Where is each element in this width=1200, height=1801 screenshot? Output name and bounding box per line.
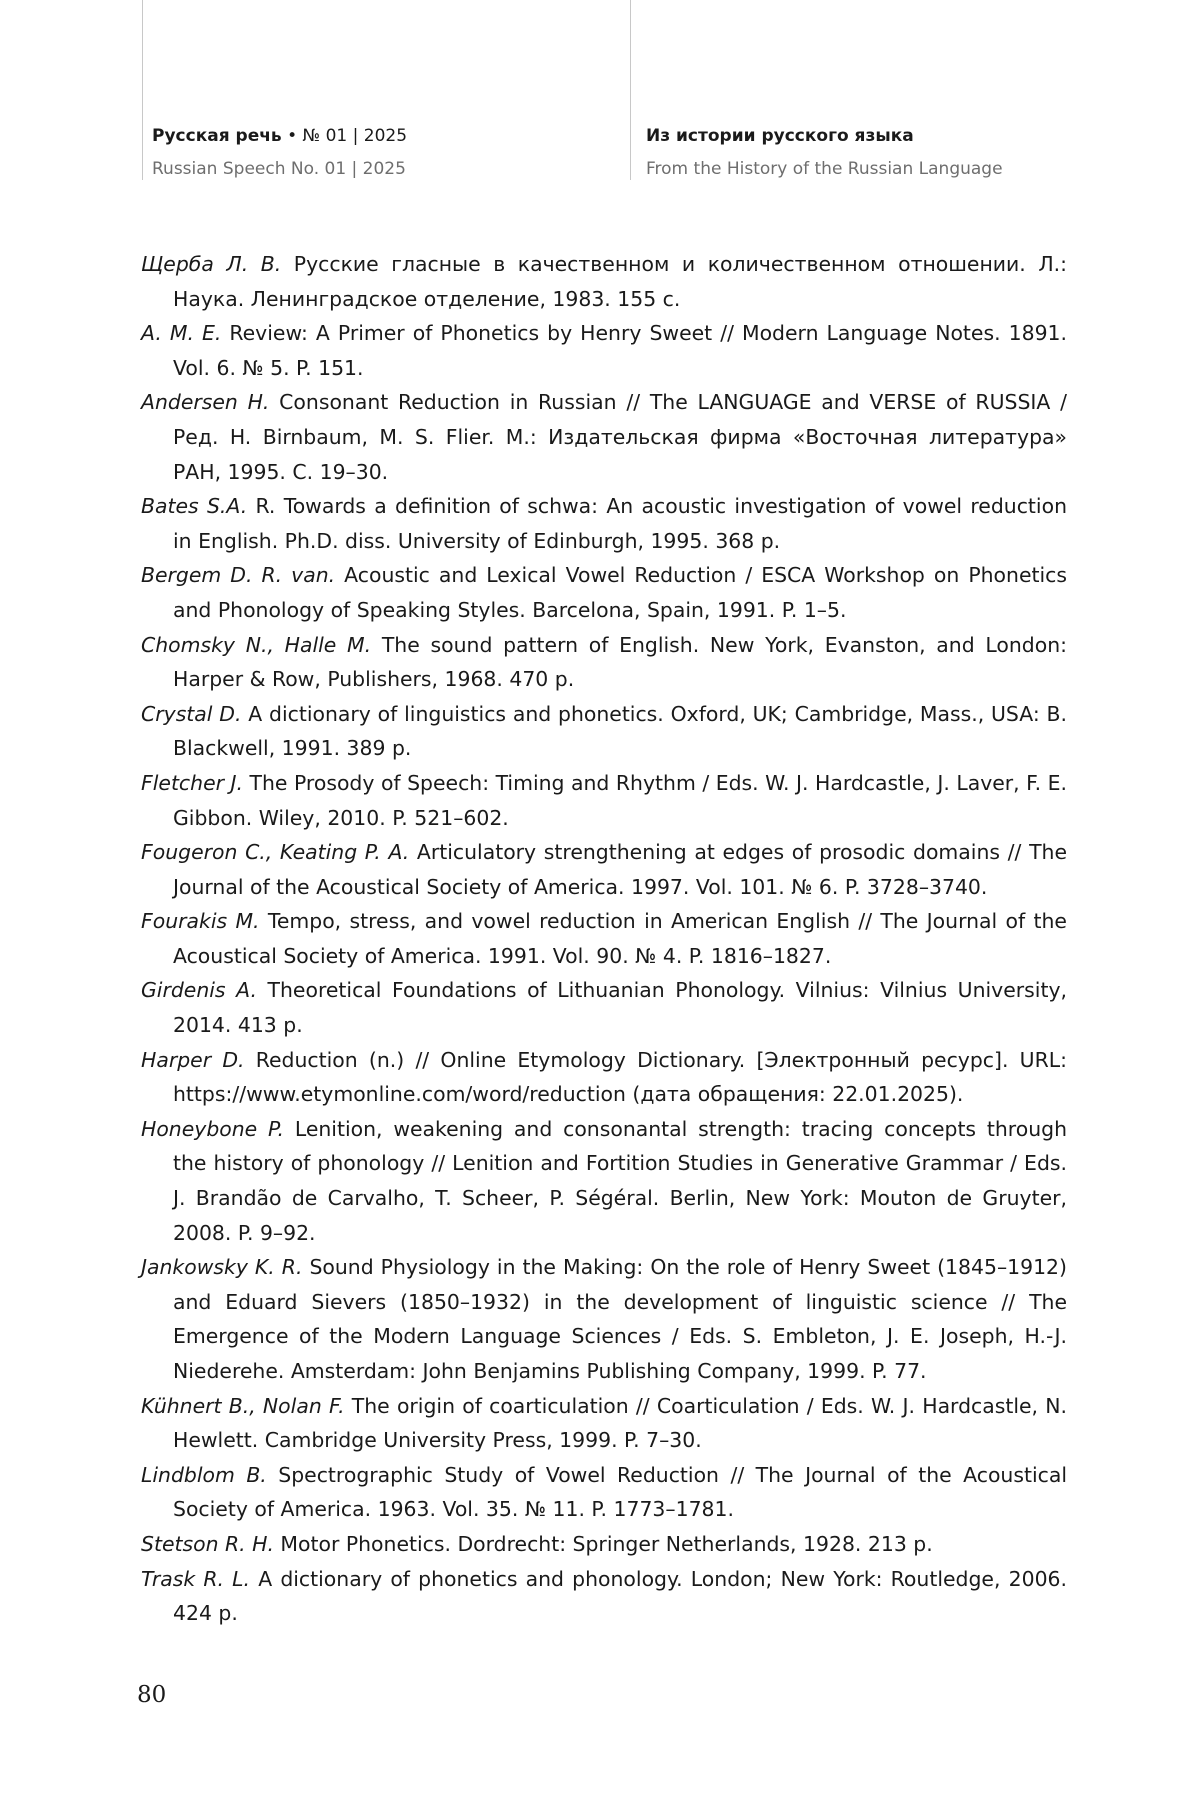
reference-author: Girdenis A. — [141, 978, 257, 1003]
reference-text: Sound Physiology in the Making: On the role of Henry Sweet (1845–1912) and Eduard Sievers (1850–1932) in the development of linguistic science // The Emergence of the Modern Language Sciences / Eds. S. Embleton, J. E. Joseph, H.-J. Niederehe. Amsterdam: John Benjamins Publishing Company, 1999. P. 77. — [173, 1255, 1067, 1383]
header-divider-left — [142, 0, 143, 180]
reference-item — [141, 1043, 1067, 1112]
reference-item — [141, 1112, 1067, 1250]
section-title-en: From the History of the Russian Language — [646, 159, 1003, 179]
reference-text: Review: A Primer of Phonetics by Henry Sweet // Modern Language Notes. 1891. Vol. 6. № 5. P. 151. — [173, 321, 1067, 380]
reference-author: Crystal D. — [141, 701, 242, 726]
reference-author: Щерба Л. В. — [141, 252, 282, 276]
reference-item — [141, 697, 1067, 766]
reference-author: Jankowsky K. R. — [141, 1255, 303, 1280]
reference-item — [141, 316, 1067, 385]
reference-author: Bergem D. R. van. — [141, 563, 336, 588]
reference-text: Acoustic and Lexical Vowel Reduction / ESCA Workshop on Phonetics and Phonology of Speaking Styles. Barcelona, Spain, 1991. P. 1–5. — [173, 563, 1067, 622]
reference-item — [141, 835, 1067, 904]
page-number: 80 — [137, 1682, 167, 1708]
reference-author: Lindblom B. — [141, 1462, 267, 1487]
reference-author: Bates S.A. — [141, 494, 248, 519]
reference-author: Fletcher J. — [141, 770, 244, 795]
section-title-ru: Из истории русского языка — [646, 126, 914, 146]
reference-author: Trask R. L. — [141, 1566, 251, 1591]
running-header-left — [152, 124, 407, 181]
reference-text: The Prosody of Speech: Timing and Rhythm / Eds. W. J. Hardcastle, J. Laver, F. E. Gibbon. Wiley, 2010. P. 521–602. — [173, 770, 1067, 830]
reference-text: A dictionary of phonetics and phonology. London; New York: Routledge, 2006. 424 p. — [173, 1566, 1068, 1626]
journal-title-ru: Русская речь • № 01 | 2025 — [152, 126, 408, 146]
reference-list — [141, 247, 1067, 1631]
reference-text: A dictionary of linguistics and phonetics. Oxford, UK; Cambridge, Mass., USA: B. Blackwell, 1991. 389 p. — [173, 701, 1067, 761]
reference-author: Fourakis M. — [141, 909, 260, 934]
reference-item — [141, 973, 1067, 1042]
reference-text: Spectrographic Study of Vowel Reduction // The Journal of the Acoustical Society of America. 1963. Vol. 35. № 11. P. 1773–1781. — [173, 1462, 1067, 1522]
reference-item — [141, 489, 1067, 558]
reference-text: Lenition, weakening and consonantal strength: tracing concepts through the history of phonology // Lenition and Fortition Studies in Generative Grammar / Eds. J. Brandão de Carvalho, T. Scheer, P. Ségéral. Berlin, New York: Mouton de Gruyter, 2008. P. 9–92. — [173, 1116, 1067, 1245]
reference-author: Kühnert B., Nolan F. — [141, 1393, 345, 1418]
reference-author: Stetson R. H. — [141, 1531, 274, 1556]
reference-text: R. Towards a definition of schwa: An acoustic investigation of vowel reduction in English. Ph.D. diss. University of Edinburgh, 1995. 368 p. — [173, 494, 1067, 553]
reference-author: Fougeron C., Keating P. A. — [141, 840, 410, 865]
reference-item — [141, 558, 1067, 627]
reference-item — [141, 628, 1067, 697]
reference-author: A. M. E. — [141, 321, 222, 346]
reference-text: Motor Phonetics. Dordrecht: Springer Netherlands, 1928. 213 p. — [273, 1531, 933, 1556]
reference-item — [141, 247, 1067, 316]
reference-item — [141, 904, 1067, 973]
reference-item — [141, 385, 1067, 489]
reference-text: Consonant Reduction in Russian // The LANGUAGE and VERSE of RUSSIA / Ред. H. Birnbaum, M. S. Flier. M.: Издательская фирма «Восточная литература» РАН, 1995. С. 19–30. — [173, 390, 1067, 484]
header-divider-right — [630, 0, 631, 180]
journal-title-en: Russian Speech No. 01 | 2025 — [152, 159, 406, 179]
reference-item — [141, 1458, 1067, 1527]
reference-text: Theoretical Foundations of Lithuanian Phonology. Vilnius: Vilnius University, 2014. 413 p. — [173, 978, 1067, 1038]
reference-text: The sound pattern of English. New York, Evanston, and London: Harper & Row, Publishers, 1968. 470 p. — [173, 632, 1067, 692]
reference-author: Harper D. — [141, 1047, 245, 1072]
reference-author: Chomsky N., Halle M. — [141, 632, 372, 657]
reference-author: Andersen H. — [141, 390, 270, 415]
reference-item — [141, 1389, 1067, 1458]
reference-item — [141, 766, 1067, 835]
reference-item — [141, 1250, 1067, 1388]
reference-text: Tempo, stress, and vowel reduction in American English // The Journal of the Acoustical Society of America. 1991. Vol. 90. № 4. P. 1816–1827. — [173, 909, 1067, 968]
running-header-right — [646, 124, 1003, 181]
reference-text: The origin of coarticulation // Coarticulation / Eds. W. J. Hardcastle, N. Hewlett. Cambridge University Press, 1999. P. 7–30. — [173, 1393, 1068, 1453]
reference-text: Русские гласные в качественном и количественном отношении. Л.: Наука. Ленинградское отделение, 1983. 155 с. — [173, 252, 1068, 311]
reference-item — [141, 1562, 1067, 1631]
reference-text: Articulatory strengthening at edges of prosodic domains // The Journal of the Acoustical Society of America. 1997. Vol. 101. № 6. P. 3728–3740. — [173, 840, 1067, 899]
reference-item — [141, 1527, 1067, 1562]
reference-author: Honeybone P. — [141, 1116, 285, 1141]
reference-text: Reduction (n.) // Online Etymology Dictionary. [Электронный ресурс]. URL: https://www.etymonline.com/word/reduction (дата обращения: 22.01.2025). — [173, 1047, 1067, 1107]
